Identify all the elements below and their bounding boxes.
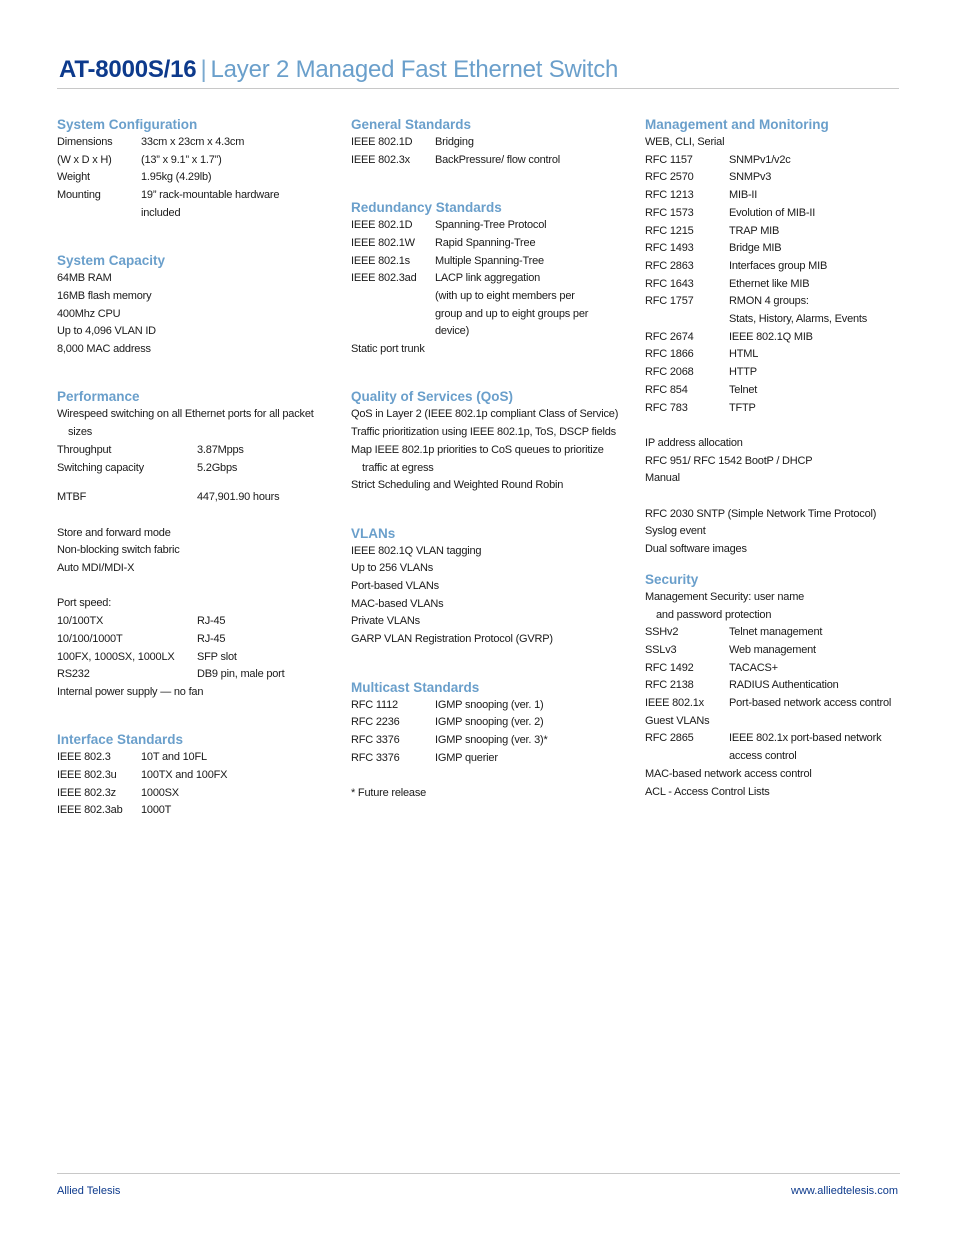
- section-title: Quality of Services (QoS): [351, 389, 514, 405]
- section-title: Management and Monitoring: [645, 117, 829, 132]
- model-name: AT-8000S/16: [59, 56, 197, 83]
- spec-row: IEEE 802.3x BackPressure/ flow control: [351, 153, 561, 166]
- section-title: Interface Standards: [57, 732, 184, 748]
- spec-row: Switching capacity 5.2Gbps: [57, 461, 238, 474]
- spec-row: RFC 2863 Interfaces group MIB: [645, 259, 828, 272]
- spec-row: Throughput 3.87Mpps: [57, 443, 244, 456]
- column-middle: [351, 116, 621, 803]
- spec-row: 100FX, 1000SX, 1000LX SFP slot: [57, 650, 237, 663]
- spec-item: Store and forward mode: [57, 526, 171, 539]
- spec-row: included: [141, 206, 181, 219]
- spec-item: IEEE 802.1Q VLAN tagging: [351, 544, 482, 557]
- spec-row: SSHv2 Telnet management: [645, 626, 823, 639]
- spec-item: Map IEEE 802.1p priorities to CoS queues to prioritize traffic at egress: [351, 443, 604, 474]
- spec-item: Port speed:: [57, 597, 112, 610]
- spec-item: Non-blocking switch fabric: [57, 544, 180, 557]
- spec-row: 10/100/1000T RJ-45: [57, 632, 226, 645]
- section-title: System Configuration: [57, 117, 198, 132]
- spec-row: RFC 1643 Ethernet like MIB: [645, 277, 810, 290]
- spec-row: RS232 DB9 pin, male port: [57, 668, 285, 681]
- spec-row: access control: [729, 750, 797, 763]
- spec-item: MAC-based network access control: [645, 767, 812, 780]
- spec-item: IP address allocation: [645, 436, 743, 449]
- spec-row: IEEE 802.1D Bridging: [351, 136, 474, 148]
- spec-item: GARP VLAN Registration Protocol (GVRP): [351, 633, 553, 646]
- spec-row: 10/100TX RJ-45: [57, 615, 226, 628]
- footer-divider: [57, 1173, 900, 1174]
- product-subtitle: Layer 2 Managed Fast Ethernet Switch: [210, 56, 619, 83]
- section-vlans: [351, 525, 621, 649]
- spec-row: RFC 2570 SNMPv3: [645, 171, 772, 184]
- spec-item: 64MB RAM: [57, 272, 112, 285]
- section-title: Redundancy Standards: [351, 200, 502, 216]
- section-system-configuration: [57, 116, 327, 223]
- spec-row: group and up to eight groups per: [435, 307, 589, 320]
- section-multicast-standards: [351, 679, 621, 803]
- section-security: [645, 571, 900, 801]
- spec-row: RFC 854 Telnet: [645, 383, 758, 396]
- spec-row: RFC 783 TFTP: [645, 401, 756, 414]
- spec-item: MAC-based VLANs: [351, 597, 444, 610]
- footer-website-link[interactable]: www.alliedtelesis.com: [791, 1185, 898, 1197]
- spec-row: RFC 1493 Bridge MIB: [645, 242, 782, 255]
- spec-item: Traffic prioritization using IEEE 802.1p, ToS, DSCP fields: [351, 426, 616, 439]
- spec-row: RFC 2674 IEEE 802.1Q MIB: [645, 330, 813, 343]
- spec-row: RFC 3376 IGMP snooping (ver. 3)*: [351, 733, 548, 746]
- spec-item: 16MB flash memory: [57, 289, 152, 302]
- spec-row: IEEE 802.3ad LACP link aggregation: [351, 272, 541, 285]
- spec-item: Syslog event: [645, 525, 706, 538]
- spec-row: IEEE 802.3ab 1000T: [57, 804, 172, 817]
- section-title: Multicast Standards: [351, 679, 480, 695]
- spec-item: Port-based VLANs: [351, 580, 439, 593]
- spec-row: (W x D x H) (13” x 9.1” x 1.7”): [57, 153, 222, 166]
- section-redundancy-standards: [351, 199, 621, 359]
- section-title: VLANs: [351, 525, 396, 541]
- spec-item: Management Security: user name and password protection: [645, 590, 805, 621]
- spec-item: Guest VLANs: [645, 714, 710, 727]
- spec-row: RFC 1757 RMON 4 groups:: [645, 295, 809, 308]
- spec-item: Static port trunk: [351, 343, 425, 356]
- spec-row: IEEE 802.1D Spanning-Tree Protocol: [351, 219, 547, 232]
- section-qos: [351, 388, 621, 495]
- spec-row: RFC 2138 RADIUS Authentication: [645, 679, 839, 692]
- section-general-standards: [351, 116, 621, 169]
- spec-row: RFC 1215 TRAP MIB: [645, 224, 780, 237]
- spec-item: Internal power supply — no fan: [57, 685, 204, 698]
- spec-item: Dual software images: [645, 543, 747, 556]
- spec-row: Mounting 19” rack-mountable hardware: [57, 189, 280, 202]
- spec-row: RFC 2068 HTTP: [645, 366, 757, 379]
- section-management-monitoring: [645, 116, 900, 559]
- spec-item: QoS in Layer 2 (IEEE 802.1p compliant Class of Service): [351, 408, 619, 421]
- spec-item: RFC 951/ RFC 1542 BootP / DHCP: [645, 454, 813, 467]
- spec-row: IEEE 802.3z 1000SX: [57, 786, 179, 799]
- column-left: [57, 116, 327, 820]
- section-system-capacity: [57, 252, 327, 359]
- section-interface-standards: [57, 731, 327, 820]
- spec-row: IEEE 802.3 10T and 10FL: [57, 751, 207, 764]
- spec-row: (with up to eight members per: [435, 289, 575, 302]
- spec-row: RFC 1213 MIB-II: [645, 189, 758, 202]
- spec-item: WEB, CLI, Serial: [645, 136, 725, 148]
- spec-row: Stats, History, Alarms, Events: [729, 313, 868, 326]
- spec-row: device): [435, 325, 470, 338]
- spec-row: RFC 1112 IGMP snooping (ver. 1): [351, 698, 544, 711]
- title-separator: |: [200, 56, 207, 83]
- spec-row: RFC 2865 IEEE 802.1x port-based network: [645, 732, 882, 745]
- section-title: General Standards: [351, 117, 472, 132]
- spec-row: RFC 2236 IGMP snooping (ver. 2): [351, 716, 544, 729]
- column-right: [645, 116, 900, 801]
- spec-item: 400Mhz CPU: [57, 307, 121, 320]
- spec-row: IEEE 802.3u 100TX and 100FX: [57, 769, 228, 782]
- spec-row: SSLv3 Web management: [645, 643, 816, 656]
- spec-row: Weight 1.95kg (4.29lb): [57, 171, 212, 184]
- spec-item: 8,000 MAC address: [57, 343, 151, 356]
- spec-item: ACL - Access Control Lists: [645, 785, 770, 798]
- section-performance: [57, 388, 327, 701]
- spec-item: Strict Scheduling and Weighted Round Robin: [351, 479, 564, 492]
- spec-item: Wirespeed switching on all Ethernet ports for all packet sizes: [57, 408, 314, 439]
- footnote: * Future release: [351, 787, 427, 800]
- header-divider: [57, 88, 899, 89]
- spec-row: IEEE 802.1x Port-based network access control: [645, 697, 892, 710]
- page-title: [59, 56, 618, 84]
- spec-row: IEEE 802.1W Rapid Spanning-Tree: [351, 236, 536, 249]
- spec-row: IEEE 802.1s Multiple Spanning-Tree: [351, 254, 544, 267]
- section-title: Security: [645, 571, 699, 587]
- spec-item: Up to 256 VLANs: [351, 562, 433, 575]
- spec-row: RFC 1573 Evolution of MIB-II: [645, 206, 816, 219]
- spec-row: MTBF 447,901.90 hours: [57, 491, 280, 504]
- spec-item: Private VLANs: [351, 615, 420, 628]
- spec-row: RFC 1157 SNMPv1/v2c: [645, 153, 791, 166]
- section-title: Performance: [57, 389, 140, 405]
- spec-item: RFC 2030 SNTP (Simple Network Time Protocol): [645, 507, 877, 520]
- spec-row: RFC 3376 IGMP querier: [351, 751, 498, 764]
- section-title: System Capacity: [57, 253, 166, 269]
- spec-item: Up to 4,096 VLAN ID: [57, 325, 156, 338]
- spec-item: Auto MDI/MDI-X: [57, 562, 135, 575]
- spec-row: RFC 1492 TACACS+: [645, 661, 778, 674]
- spec-item: Manual: [645, 472, 680, 485]
- spec-row: RFC 1866 HTML: [645, 348, 759, 361]
- spec-row: Dimensions 33cm x 23cm x 4.3cm: [57, 136, 245, 148]
- footer-company: Allied Telesis: [57, 1185, 121, 1197]
